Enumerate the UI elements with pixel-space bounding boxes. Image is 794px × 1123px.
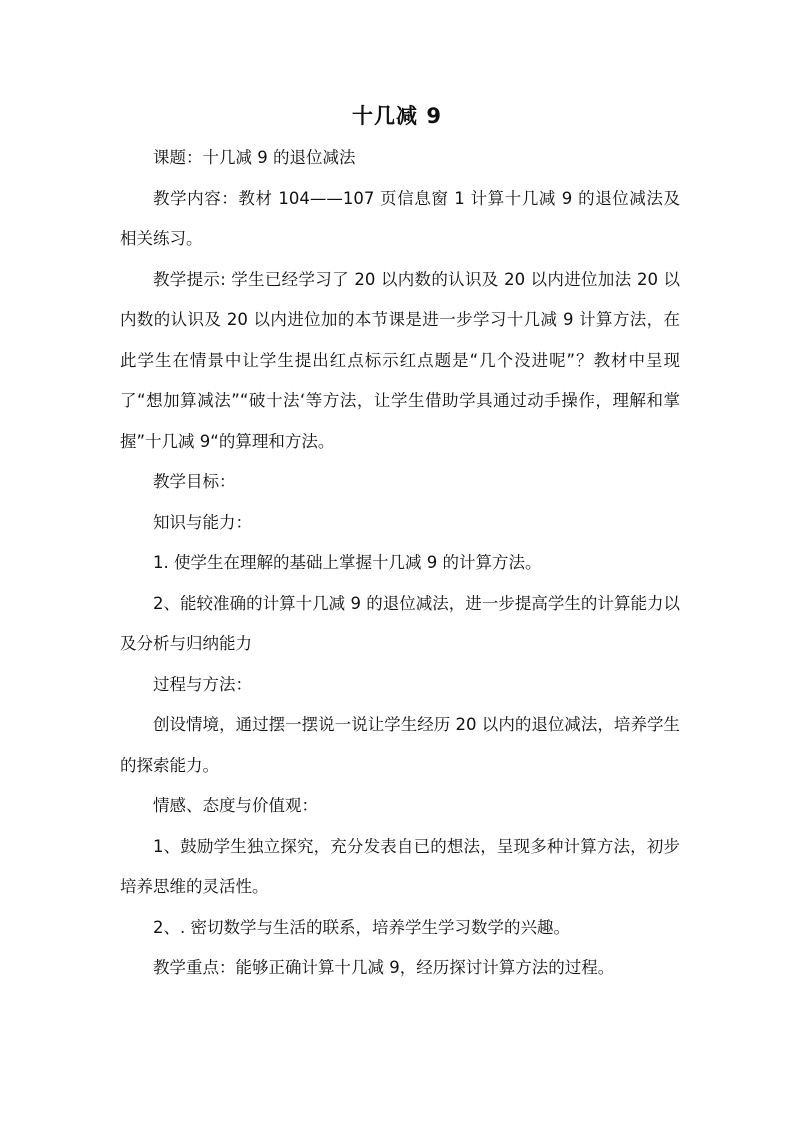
paragraph-teaching-content: 教学内容：教材 104——107 页信息窗 1 计算十几减 9 的退位减法及相关练习。 [120,188,680,248]
paragraph-topic: 课题：十几减 9 的退位减法 [153,148,356,167]
document-title: 十几减 9 [352,104,442,128]
paragraph-emotion-heading: 情感、态度与价值观： [153,796,318,815]
paragraph-goal-1: 1. 使学生在理解的基础上掌握十几减 9 的计算方法。 [153,553,542,572]
paragraph-emotion-2: 2、. 密切数学与生活的联系，培养学生学习数学的兴趣。 [153,917,570,937]
paragraph-emotion-1: 1、鼓励学生独立探究，充分发表自已的想法，呈现多种计算方法，初步培养思维的灵活性。 [120,836,680,896]
document-body [120,138,680,989]
paragraph-knowledge-ability-heading: 知识与能力： [153,512,252,532]
paragraph-process-method-heading: 过程与方法： [153,674,252,694]
paragraph-teaching-goals-heading: 教学目标： [153,472,236,491]
paragraph-teaching-tips: 教学提示: 学生已经学习了 20 以内数的认识及 20 以内进位加法 20 以内数的认识及 20 以内进位加的本节课是进一步学习十几减 9 计算方法，在此学生在情景中让学生提出红点标示红点题是“几个没进呢”？教材中呈现了“想加算减法”“破十法‘等方法，让学生借助学具通过动手操作，理解和掌握”十几减 9“的算理和方法。 [120,269,680,451]
paragraph-process-method: 创设情境，通过摆一摆说一说让学生经历 20 以内的退位减法，培养学生的探索能力。 [120,715,680,775]
paragraph-key-point: 教学重点：能够正确计算十几减 9，经历探讨计算方法的过程。 [153,958,615,977]
paragraph-goal-2: 2、能较准确的计算十几减 9 的退位减法，进一步提高学生的计算能力以及分析与归纳能力 [120,593,680,653]
